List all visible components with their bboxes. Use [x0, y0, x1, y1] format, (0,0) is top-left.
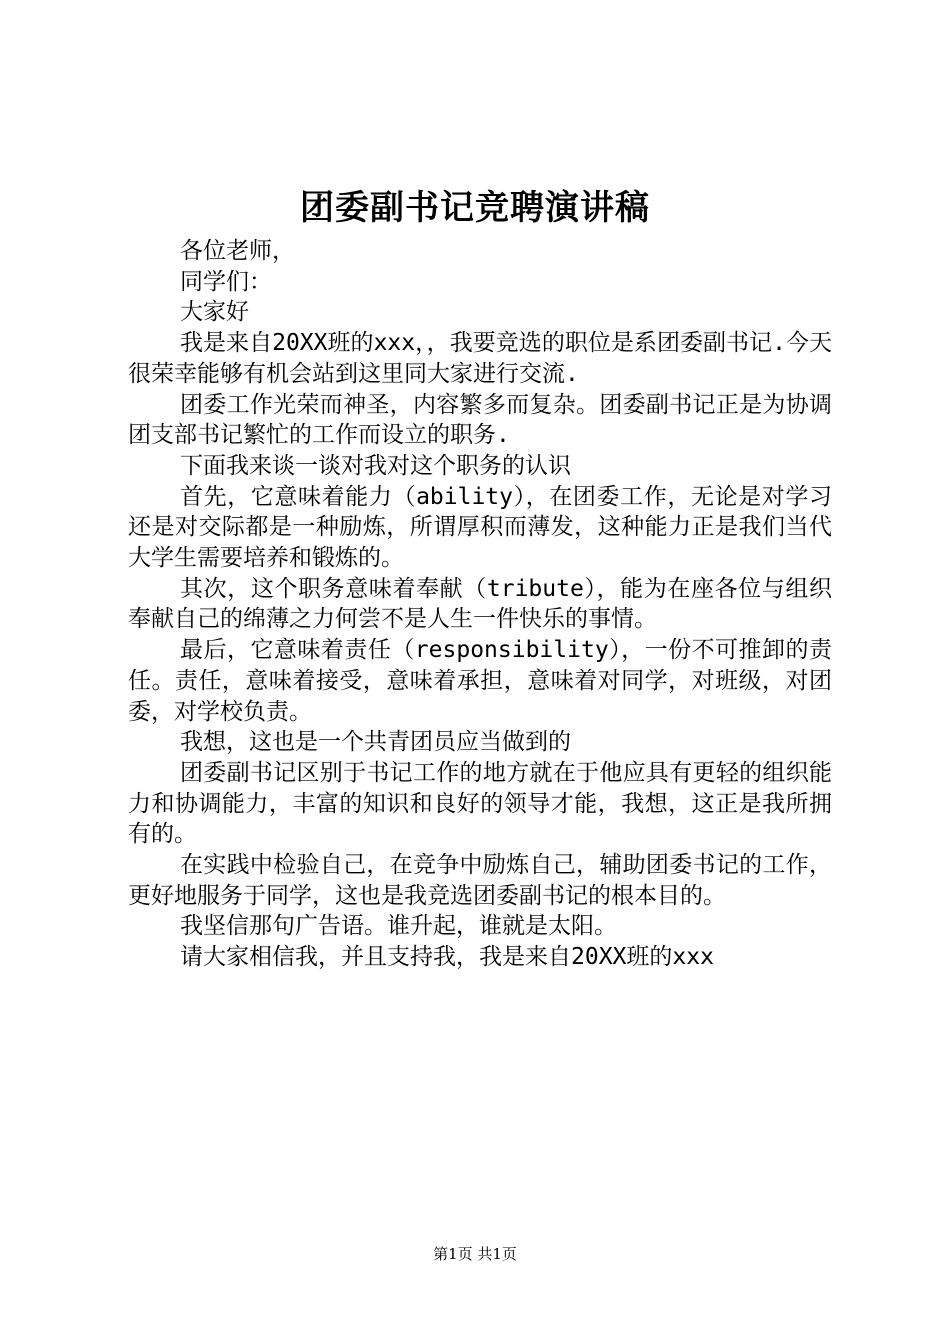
paragraph: 团委工作光荣而神圣，内容繁多而复杂。团委副书记正是为协调团支部书记繁忙的工作而设立的职务. — [128, 391, 832, 449]
paragraph: 各位老师， — [180, 238, 295, 264]
document-title: 团委副书记竞聘演讲稿 — [300, 188, 650, 228]
document-body — [128, 208, 832, 973]
paragraph: 团委副书记区别于书记工作的地方就在于他应具有更轻的组织能力和协调能力，丰富的知识和良好的领导才能，我想，这正是我所拥有的。 — [128, 759, 832, 848]
paragraph: 我想，这也是一个共青团员应当做到的 — [180, 729, 571, 756]
paragraph: 我是来自20XX班的xxx，，我要竞选的职位是系团委副书记.今天很荣幸能够有机会站到这里同大家进行交流. — [128, 330, 832, 387]
paragraph: 在实践中检验自己，在竞争中励炼自己，辅助团委书记的工作，更好地服务于同学，这也是我竞选团委副书记的根本目的。 — [128, 852, 832, 909]
page-footer: 第1页 共1页 — [433, 1245, 517, 1263]
paragraph: 我坚信那句广告语。谁升起，谁就是太阳。 — [180, 913, 617, 940]
paragraph: 请大家相信我，并且支持我，我是来自20XX班的xxx — [180, 944, 714, 971]
paragraph: 其次，这个职务意味着奉献（tribute），能为在座各位与组织奉献自己的绵薄之力何尝不是人生一件快乐的事情。 — [128, 575, 832, 633]
paragraph: 同学们： — [180, 268, 272, 295]
paragraph: 首先，它意味着能力（ability），在团委工作，无论是对学习还是对交际都是一种励炼，所谓厚积而薄发，这种能力正是我们当代大学生需要培养和锻炼的。 — [128, 483, 832, 572]
paragraph: 最后，它意味着责任（responsibility），一份不可推卸的责任。责任，意味着接受，意味着承担，意味着对同学，对班级，对团委，对学校负责。 — [128, 637, 832, 725]
paragraph: 大家好 — [180, 299, 249, 326]
paragraph: 下面我来谈一谈对我对这个职务的认识 — [180, 452, 571, 479]
